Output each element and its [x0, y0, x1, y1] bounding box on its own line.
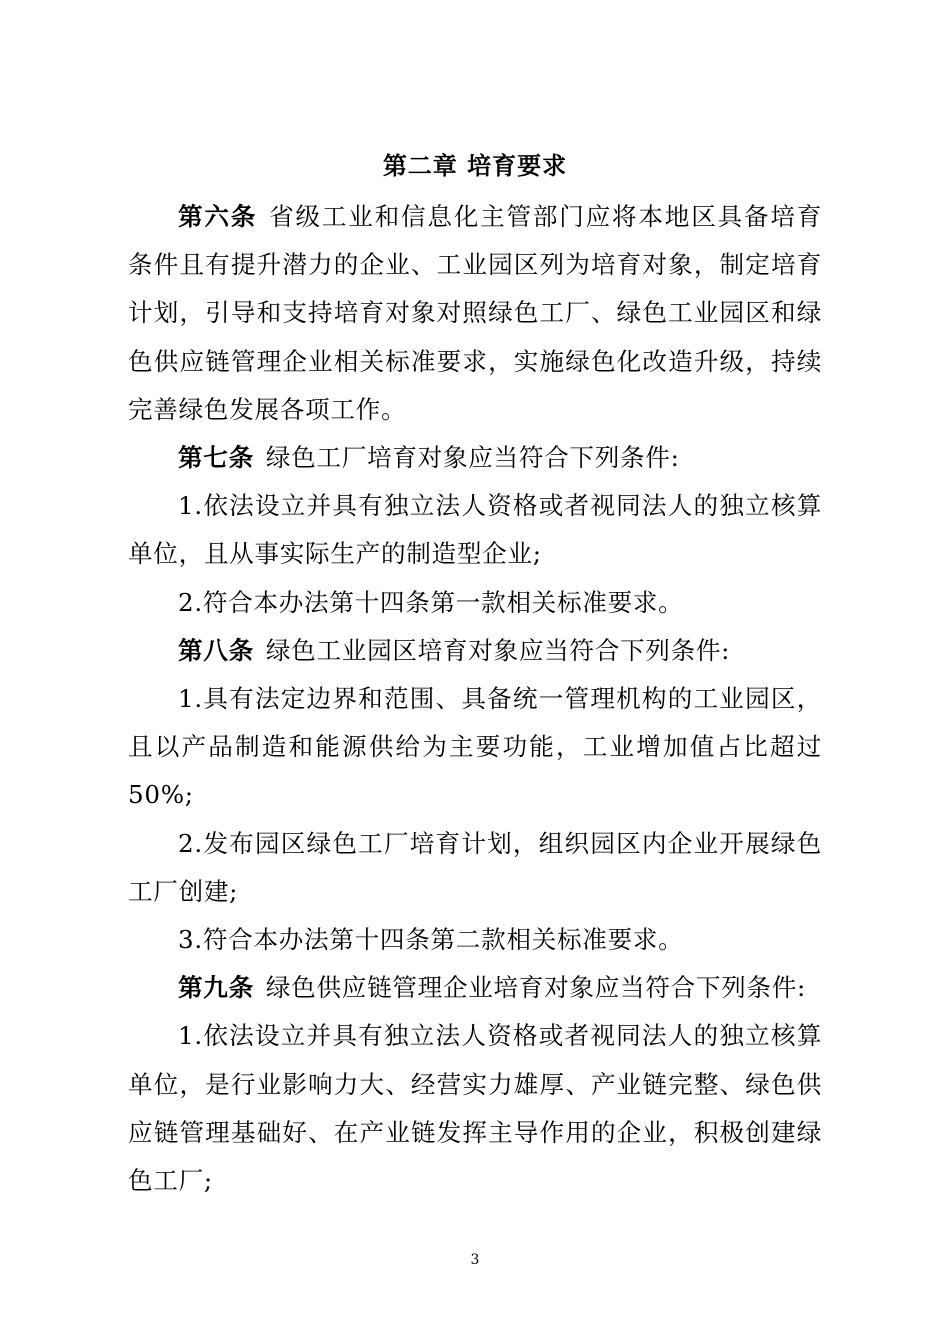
paragraph-text: 绿色工厂培育对象应当符合下列条件: — [265, 443, 680, 473]
paragraph-text: 绿色工业园区培育对象应当符合下列条件: — [265, 635, 731, 665]
paragraph-text: 1.具有法定边界和范围、具备统一管理机构的工业园区，且以产品制造和能源供给为主要功能，工业增加值占比超过50%; — [128, 684, 822, 810]
article-paragraph — [128, 627, 822, 675]
list-paragraph — [128, 820, 822, 916]
paragraph-text: 3.符合本办法第十四条第二款相关标准要求。 — [178, 925, 684, 955]
article-label: 第八条 — [178, 635, 254, 665]
paragraph-text: 1.依法设立并具有独立法人资格或者视同法人的独立核算单位，是行业影响力大、经营实力雄厚、产业链完整、绿色供应链管理基础好、在产业链发挥主导作用的企业，积极创建绿色工厂; — [128, 1021, 822, 1196]
page-number: 3 — [470, 1252, 480, 1268]
paragraph-text: 2.发布园区绿色工厂培育计划，组织园区内企业开展绿色工厂创建; — [128, 828, 822, 906]
article-label: 第七条 — [178, 443, 254, 473]
article-paragraph — [128, 964, 822, 1012]
list-paragraph — [128, 482, 822, 578]
chapter-title: 第二章 培育要求 — [382, 152, 568, 180]
list-paragraph — [128, 916, 822, 964]
paragraph-text: 1.依法设立并具有独立法人资格或者视同法人的独立核算单位，且从事实际生产的制造型企业; — [128, 491, 822, 569]
list-paragraph — [128, 579, 822, 627]
paragraph-text: 2.符合本办法第十四条第一款相关标准要求。 — [178, 587, 684, 617]
list-paragraph — [128, 1012, 822, 1205]
article-label: 第九条 — [178, 973, 254, 1003]
document-body — [128, 193, 822, 1205]
article-paragraph — [128, 434, 822, 482]
paragraph-text: 省级工业和信息化主管部门应将本地区具备培育条件且有提升潜力的企业、工业园区列为培育对象，制定培育计划，引导和支持培育对象对照绿色工厂、绿色工业园区和绿色供应链管理企业相关标准要求，实施绿色化改造升级，持续完善绿色发展各项工作。 — [128, 202, 822, 424]
paragraph-text: 绿色供应链管理企业培育对象应当符合下列条件: — [265, 973, 807, 1003]
article-paragraph — [128, 193, 822, 434]
article-label: 第六条 — [178, 202, 258, 231]
list-paragraph — [128, 675, 822, 820]
